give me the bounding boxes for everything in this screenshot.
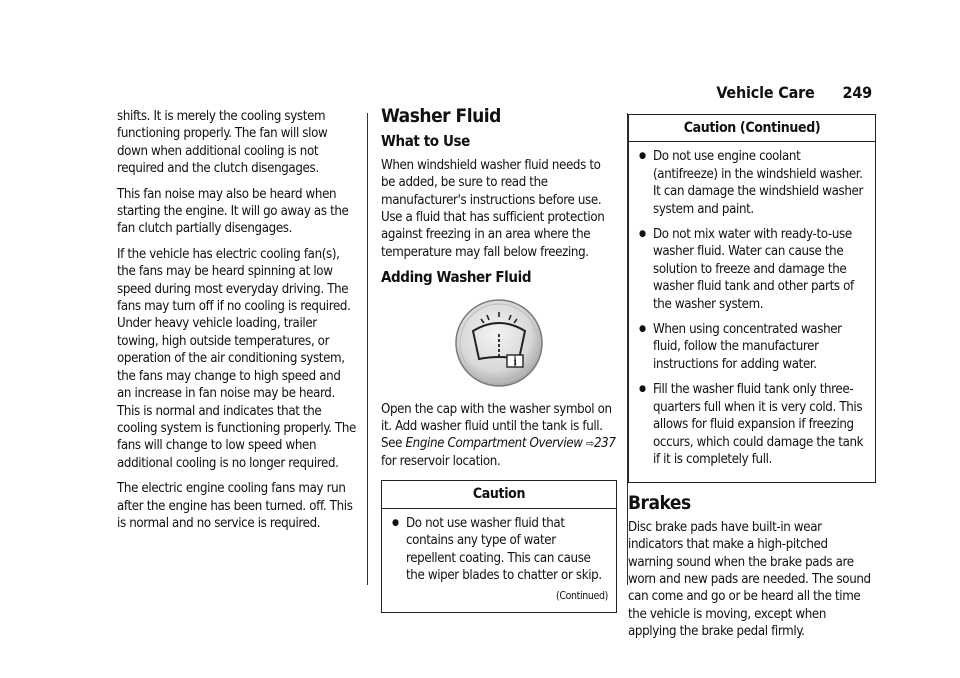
paragraph: If the vehicle has electric cooling fan(s), the fans may be heard spinning at low speed during most everyday driving. The fans may turn off if no cooling is required. Under heavy vehicle loading, trailer towing, high outside temperatures, or operation of the air conditioning system, the fans may change to high speed and an increase in fan noise may be heard. This is normal and indicates that the cooling system is functioning properly. The fans will change to low speed when additional cooling is no longer required.	[117, 246, 357, 471]
adding-text-start: Open the cap with the washer symbol on it. Add washer fluid until the tank is full. See	[381, 401, 612, 452]
xref-page-number[interactable]: 237	[593, 436, 616, 452]
column-3	[628, 114, 876, 649]
svg-text:i: i	[513, 357, 517, 368]
paragraph: This fan noise may also be heard when starting the engine. It will go away as the fan clutch partially disengages.	[117, 186, 349, 237]
washer-fluid-cap-figure	[381, 297, 617, 389]
page-header	[716, 83, 872, 102]
caution-item: ● Fill the washer fluid tank only three-quarters full when it is very cold. This allows for fluid expansion if freezing occurs, which could damage the tank if it is completely full.	[637, 381, 867, 468]
paragraph: Disc brake pads have built-in wear indicators that make a high-pitched warning sound when the brake pads are worn and new pads are needed. The sound can come and go or be heard all the time the vehicle is moving, except when applying the brake pedal firmly.	[628, 519, 871, 640]
washer-fluid-cap-icon	[453, 297, 545, 389]
paragraph: shifts. It is merely the cooling system functioning properly. The fan will slow down when additional cooling is not required and the clutch disengages.	[117, 109, 328, 177]
xref-engine-compartment-overview[interactable]: Engine Compartment Overview	[405, 436, 583, 452]
column-divider-left	[367, 113, 368, 585]
section-heading-brakes: Brakes	[628, 492, 691, 515]
caution-list	[390, 515, 608, 585]
caution-item: ● Do not use washer fluid that contains any type of water repellent coating. This can cause the wiper blades to chatter or skip.	[390, 515, 608, 585]
caution-continued-title: Caution (Continued)	[629, 115, 875, 142]
caution-title: Caution	[382, 481, 616, 508]
paragraph	[381, 401, 617, 471]
caution-item: ● When using concentrated washer fluid, follow the manufacturer instructions for adding water.	[637, 321, 867, 373]
caution-list	[637, 148, 867, 468]
section-heading-washer-fluid: Washer Fluid	[381, 105, 501, 127]
column-1	[117, 108, 357, 540]
caution-box	[381, 480, 617, 612]
caution-continued-box	[628, 114, 876, 483]
subheading-adding-washer-fluid: Adding Washer Fluid	[381, 268, 532, 287]
adding-text-end: for reservoir location.	[381, 453, 501, 469]
subheading-what-to-use: What to Use	[381, 132, 470, 151]
section-title: Vehicle Care	[716, 83, 815, 102]
page-number: 249	[842, 83, 872, 102]
paragraph: The electric engine cooling fans may run after the engine has been turned. off. This is normal and no service is required.	[117, 481, 353, 531]
xref-arrow-icon: ⇨	[586, 437, 594, 451]
column-2	[381, 105, 617, 613]
caution-item: ● Do not use engine coolant (antifreeze) in the windshield washer. It can damage the windshield washer system and paint.	[637, 148, 867, 218]
caution-item: ● Do not mix water with ready-to-use washer fluid. Water can cause the solution to freeze and damage the washer fluid tank and other parts of the washer system.	[637, 226, 867, 313]
continued-note: (Continued)	[555, 590, 608, 603]
paragraph: When windshield washer fluid needs to be added, be sure to read the manufacturer's instructions before use. Use a fluid that has sufficient protection against freezing in an area where the temperature may fall below freezing.	[381, 157, 605, 260]
